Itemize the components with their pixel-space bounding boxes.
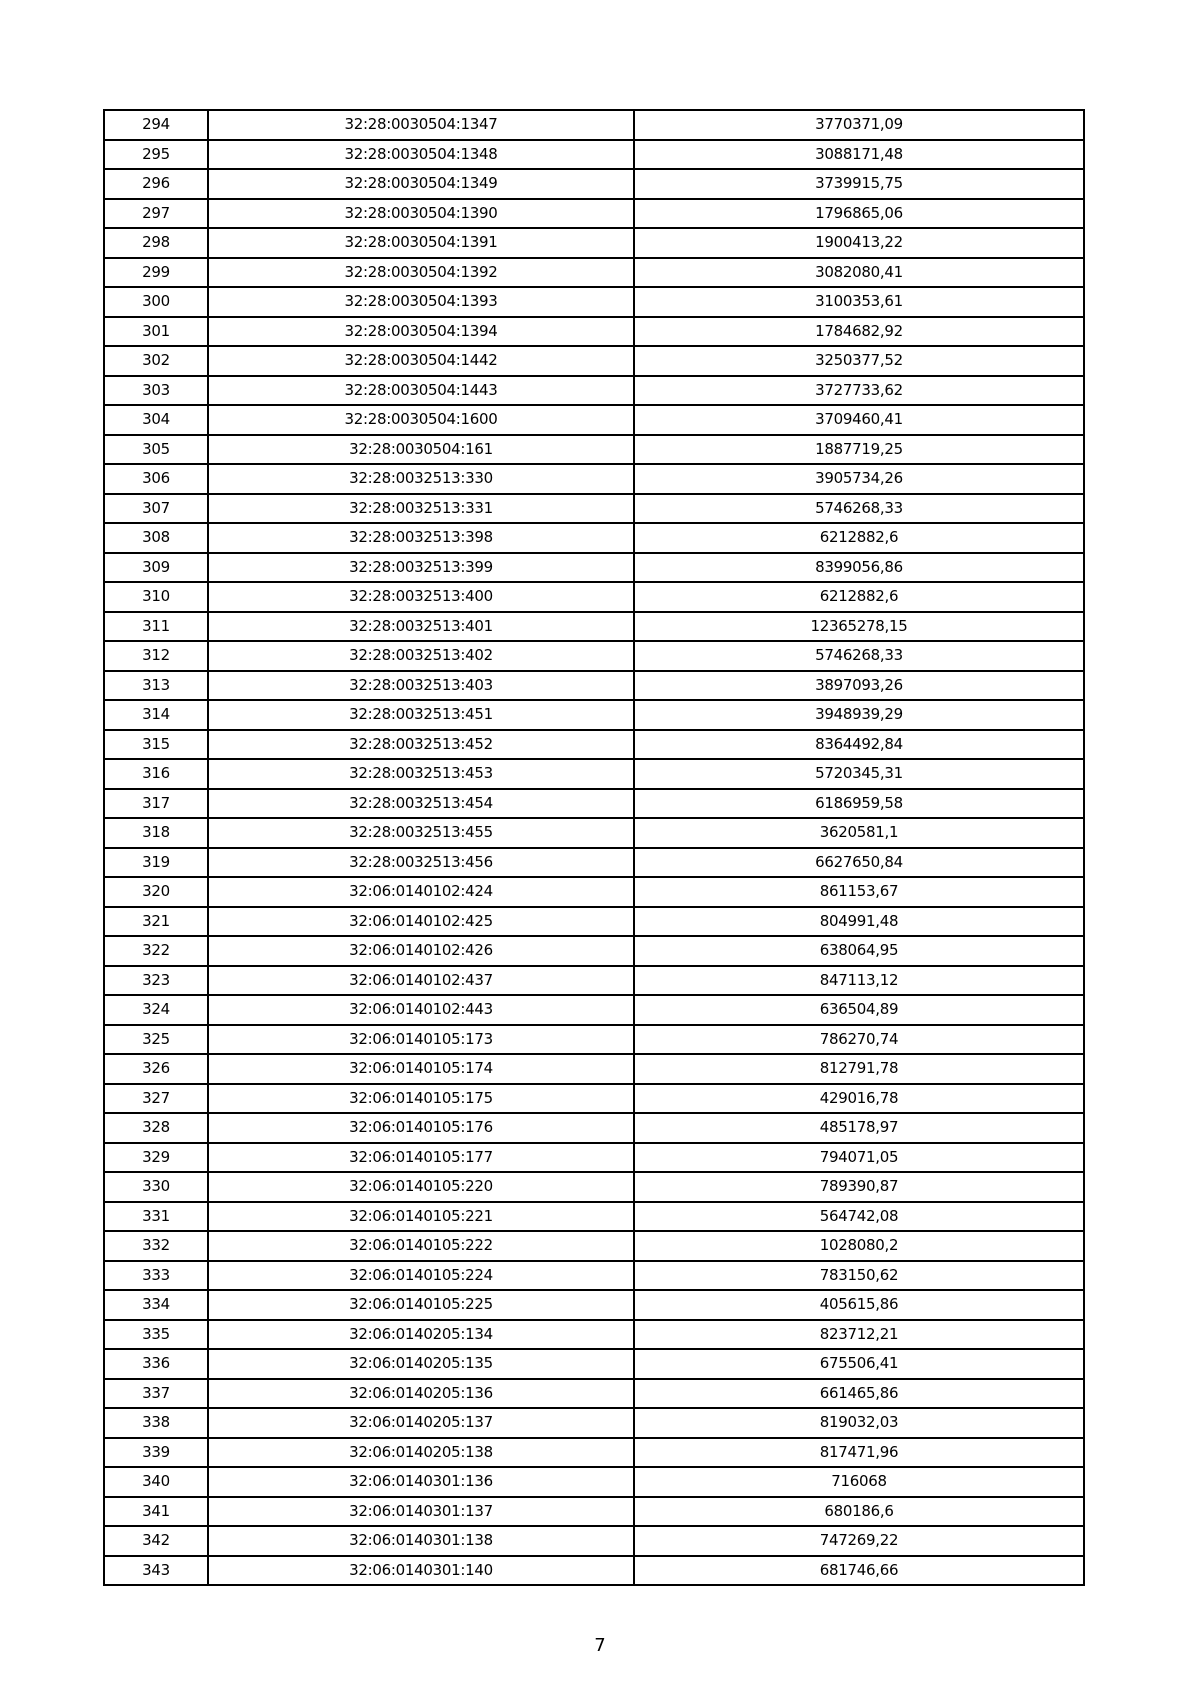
table-row [104,1261,1084,1291]
value-cell: 3948939,29 [634,700,1084,730]
row-number-cell: 336 [104,1349,208,1379]
value-cell: 3082080,41 [634,258,1084,288]
table-row [104,966,1084,996]
cadastral-number-cell: 32:06:0140105:222 [208,1231,634,1261]
value-cell: 747269,22 [634,1526,1084,1556]
cadastral-number-cell: 32:28:0032513:455 [208,818,634,848]
row-number-cell: 329 [104,1143,208,1173]
value-cell: 786270,74 [634,1025,1084,1055]
table-row [104,730,1084,760]
value-cell: 6212882,6 [634,582,1084,612]
row-number-cell: 313 [104,671,208,701]
row-number-cell: 322 [104,936,208,966]
row-number-cell: 331 [104,1202,208,1232]
table-row [104,258,1084,288]
table-row [104,818,1084,848]
table-row [104,1320,1084,1350]
row-number-cell: 308 [104,523,208,553]
cadastral-number-cell: 32:28:0032513:400 [208,582,634,612]
cadastral-number-cell: 32:28:0030504:1348 [208,140,634,170]
cadastral-number-cell: 32:28:0032513:403 [208,671,634,701]
value-cell: 812791,78 [634,1054,1084,1084]
row-number-cell: 320 [104,877,208,907]
value-cell: 847113,12 [634,966,1084,996]
cadastral-number-cell: 32:28:0032513:453 [208,759,634,789]
cadastral-number-cell: 32:06:0140205:136 [208,1379,634,1409]
table-row [104,435,1084,465]
table-row [104,1379,1084,1409]
cadastral-number-cell: 32:28:0032513:331 [208,494,634,524]
row-number-cell: 333 [104,1261,208,1291]
row-number-cell: 338 [104,1408,208,1438]
cadastral-number-cell: 32:06:0140205:137 [208,1408,634,1438]
table-row [104,317,1084,347]
row-number-cell: 319 [104,848,208,878]
value-cell: 3905734,26 [634,464,1084,494]
row-number-cell: 337 [104,1379,208,1409]
table-row [104,1172,1084,1202]
cadastral-number-cell: 32:28:0032513:456 [208,848,634,878]
value-cell: 1784682,92 [634,317,1084,347]
data-table [103,109,1085,1586]
row-number-cell: 343 [104,1556,208,1586]
row-number-cell: 324 [104,995,208,1025]
value-cell: 3709460,41 [634,405,1084,435]
table-row [104,494,1084,524]
cadastral-number-cell: 32:06:0140205:138 [208,1438,634,1468]
row-number-cell: 330 [104,1172,208,1202]
cadastral-number-cell: 32:28:0032513:401 [208,612,634,642]
value-cell: 564742,08 [634,1202,1084,1232]
table-row [104,228,1084,258]
row-number-cell: 327 [104,1084,208,1114]
cadastral-number-cell: 32:06:0140105:221 [208,1202,634,1232]
cadastral-number-cell: 32:28:0032513:452 [208,730,634,760]
cadastral-number-cell: 32:06:0140105:224 [208,1261,634,1291]
value-cell: 6212882,6 [634,523,1084,553]
row-number-cell: 302 [104,346,208,376]
page-number: 7 [594,1635,606,1656]
value-cell: 8364492,84 [634,730,1084,760]
cadastral-number-cell: 32:28:0030504:1347 [208,110,634,140]
cadastral-number-cell: 32:28:0032513:398 [208,523,634,553]
cadastral-number-cell: 32:28:0030504:1392 [208,258,634,288]
cadastral-number-cell: 32:28:0032513:402 [208,641,634,671]
table-row [104,877,1084,907]
table-row [104,1025,1084,1055]
table-row [104,1467,1084,1497]
row-number-cell: 307 [104,494,208,524]
value-cell: 1796865,06 [634,199,1084,229]
value-cell: 12365278,15 [634,612,1084,642]
value-cell: 681746,66 [634,1556,1084,1586]
cadastral-number-cell: 32:28:0030504:161 [208,435,634,465]
table-row [104,995,1084,1025]
value-cell: 3620581,1 [634,818,1084,848]
cadastral-number-cell: 32:06:0140102:424 [208,877,634,907]
cadastral-number-cell: 32:06:0140301:137 [208,1497,634,1527]
value-cell: 1900413,22 [634,228,1084,258]
row-number-cell: 339 [104,1438,208,1468]
value-cell: 794071,05 [634,1143,1084,1173]
table-row [104,287,1084,317]
table-row [104,1054,1084,1084]
cadastral-number-cell: 32:06:0140301:138 [208,1526,634,1556]
table-row [104,789,1084,819]
row-number-cell: 297 [104,199,208,229]
cadastral-number-cell: 32:06:0140205:134 [208,1320,634,1350]
value-cell: 716068 [634,1467,1084,1497]
cadastral-number-cell: 32:28:0030504:1443 [208,376,634,406]
value-cell: 861153,67 [634,877,1084,907]
table-row [104,376,1084,406]
row-number-cell: 317 [104,789,208,819]
value-cell: 5746268,33 [634,641,1084,671]
value-cell: 3739915,75 [634,169,1084,199]
table-row [104,671,1084,701]
row-number-cell: 312 [104,641,208,671]
row-number-cell: 296 [104,169,208,199]
table-row [104,110,1084,140]
row-number-cell: 311 [104,612,208,642]
value-cell: 8399056,86 [634,553,1084,583]
value-cell: 636504,89 [634,995,1084,1025]
row-number-cell: 301 [104,317,208,347]
value-cell: 3100353,61 [634,287,1084,317]
cadastral-number-cell: 32:06:0140105:177 [208,1143,634,1173]
value-cell: 6627650,84 [634,848,1084,878]
value-cell: 783150,62 [634,1261,1084,1291]
table-row [104,582,1084,612]
cadastral-number-cell: 32:06:0140105:220 [208,1172,634,1202]
table-row [104,1526,1084,1556]
value-cell: 1028080,2 [634,1231,1084,1261]
row-number-cell: 323 [104,966,208,996]
cadastral-number-cell: 32:06:0140102:437 [208,966,634,996]
value-cell: 638064,95 [634,936,1084,966]
row-number-cell: 326 [104,1054,208,1084]
cadastral-number-cell: 32:28:0032513:330 [208,464,634,494]
row-number-cell: 328 [104,1113,208,1143]
table-row [104,700,1084,730]
cadastral-number-cell: 32:28:0030504:1600 [208,405,634,435]
value-cell: 1887719,25 [634,435,1084,465]
row-number-cell: 340 [104,1467,208,1497]
row-number-cell: 305 [104,435,208,465]
value-cell: 3250377,52 [634,346,1084,376]
cadastral-number-cell: 32:28:0032513:451 [208,700,634,730]
table-row [104,1438,1084,1468]
cadastral-number-cell: 32:06:0140105:176 [208,1113,634,1143]
cadastral-number-cell: 32:06:0140105:225 [208,1290,634,1320]
value-cell: 661465,86 [634,1379,1084,1409]
value-cell: 675506,41 [634,1349,1084,1379]
table-row [104,1349,1084,1379]
cadastral-number-cell: 32:28:0030504:1393 [208,287,634,317]
cadastral-number-cell: 32:06:0140105:173 [208,1025,634,1055]
row-number-cell: 341 [104,1497,208,1527]
table-row [104,464,1084,494]
value-cell: 819032,03 [634,1408,1084,1438]
cadastral-number-cell: 32:06:0140301:140 [208,1556,634,1586]
row-number-cell: 315 [104,730,208,760]
table-row [104,405,1084,435]
cadastral-number-cell: 32:28:0030504:1349 [208,169,634,199]
row-number-cell: 321 [104,907,208,937]
row-number-cell: 316 [104,759,208,789]
table-row [104,1143,1084,1173]
row-number-cell: 314 [104,700,208,730]
value-cell: 429016,78 [634,1084,1084,1114]
cadastral-number-cell: 32:06:0140205:135 [208,1349,634,1379]
table-row [104,140,1084,170]
value-cell: 823712,21 [634,1320,1084,1350]
value-cell: 3088171,48 [634,140,1084,170]
value-cell: 5746268,33 [634,494,1084,524]
table-row [104,199,1084,229]
cadastral-number-cell: 32:28:0032513:454 [208,789,634,819]
value-cell: 5720345,31 [634,759,1084,789]
table-row [104,848,1084,878]
row-number-cell: 325 [104,1025,208,1055]
row-number-cell: 306 [104,464,208,494]
value-cell: 485178,97 [634,1113,1084,1143]
cadastral-number-cell: 32:28:0032513:399 [208,553,634,583]
cadastral-number-cell: 32:06:0140301:136 [208,1467,634,1497]
row-number-cell: 304 [104,405,208,435]
table-row [104,907,1084,937]
row-number-cell: 342 [104,1526,208,1556]
row-number-cell: 294 [104,110,208,140]
cadastral-number-cell: 32:28:0030504:1442 [208,346,634,376]
value-cell: 405615,86 [634,1290,1084,1320]
row-number-cell: 303 [104,376,208,406]
value-cell: 804991,48 [634,907,1084,937]
row-number-cell: 295 [104,140,208,170]
cadastral-number-cell: 32:06:0140105:174 [208,1054,634,1084]
table-row [104,523,1084,553]
table-row [104,1497,1084,1527]
row-number-cell: 310 [104,582,208,612]
row-number-cell: 309 [104,553,208,583]
table-row [104,612,1084,642]
table-row [104,1113,1084,1143]
table-row [104,169,1084,199]
row-number-cell: 334 [104,1290,208,1320]
table-body [104,110,1084,1585]
row-number-cell: 298 [104,228,208,258]
value-cell: 817471,96 [634,1438,1084,1468]
value-cell: 789390,87 [634,1172,1084,1202]
cadastral-number-cell: 32:06:0140102:443 [208,995,634,1025]
row-number-cell: 335 [104,1320,208,1350]
row-number-cell: 300 [104,287,208,317]
cadastral-number-cell: 32:06:0140102:426 [208,936,634,966]
table-row [104,1084,1084,1114]
cadastral-number-cell: 32:28:0030504:1394 [208,317,634,347]
table-row [104,1290,1084,1320]
table-row [104,346,1084,376]
row-number-cell: 332 [104,1231,208,1261]
row-number-cell: 299 [104,258,208,288]
table-row [104,1556,1084,1586]
value-cell: 680186,6 [634,1497,1084,1527]
cadastral-number-cell: 32:28:0030504:1390 [208,199,634,229]
value-cell: 3897093,26 [634,671,1084,701]
table-row [104,936,1084,966]
table-row [104,553,1084,583]
value-cell: 3727733,62 [634,376,1084,406]
row-number-cell: 318 [104,818,208,848]
table-row [104,641,1084,671]
cadastral-number-cell: 32:06:0140105:175 [208,1084,634,1114]
table-row [104,1408,1084,1438]
table-row [104,759,1084,789]
value-cell: 6186959,58 [634,789,1084,819]
table-row [104,1202,1084,1232]
cadastral-number-cell: 32:28:0030504:1391 [208,228,634,258]
value-cell: 3770371,09 [634,110,1084,140]
cadastral-number-cell: 32:06:0140102:425 [208,907,634,937]
table-row [104,1231,1084,1261]
